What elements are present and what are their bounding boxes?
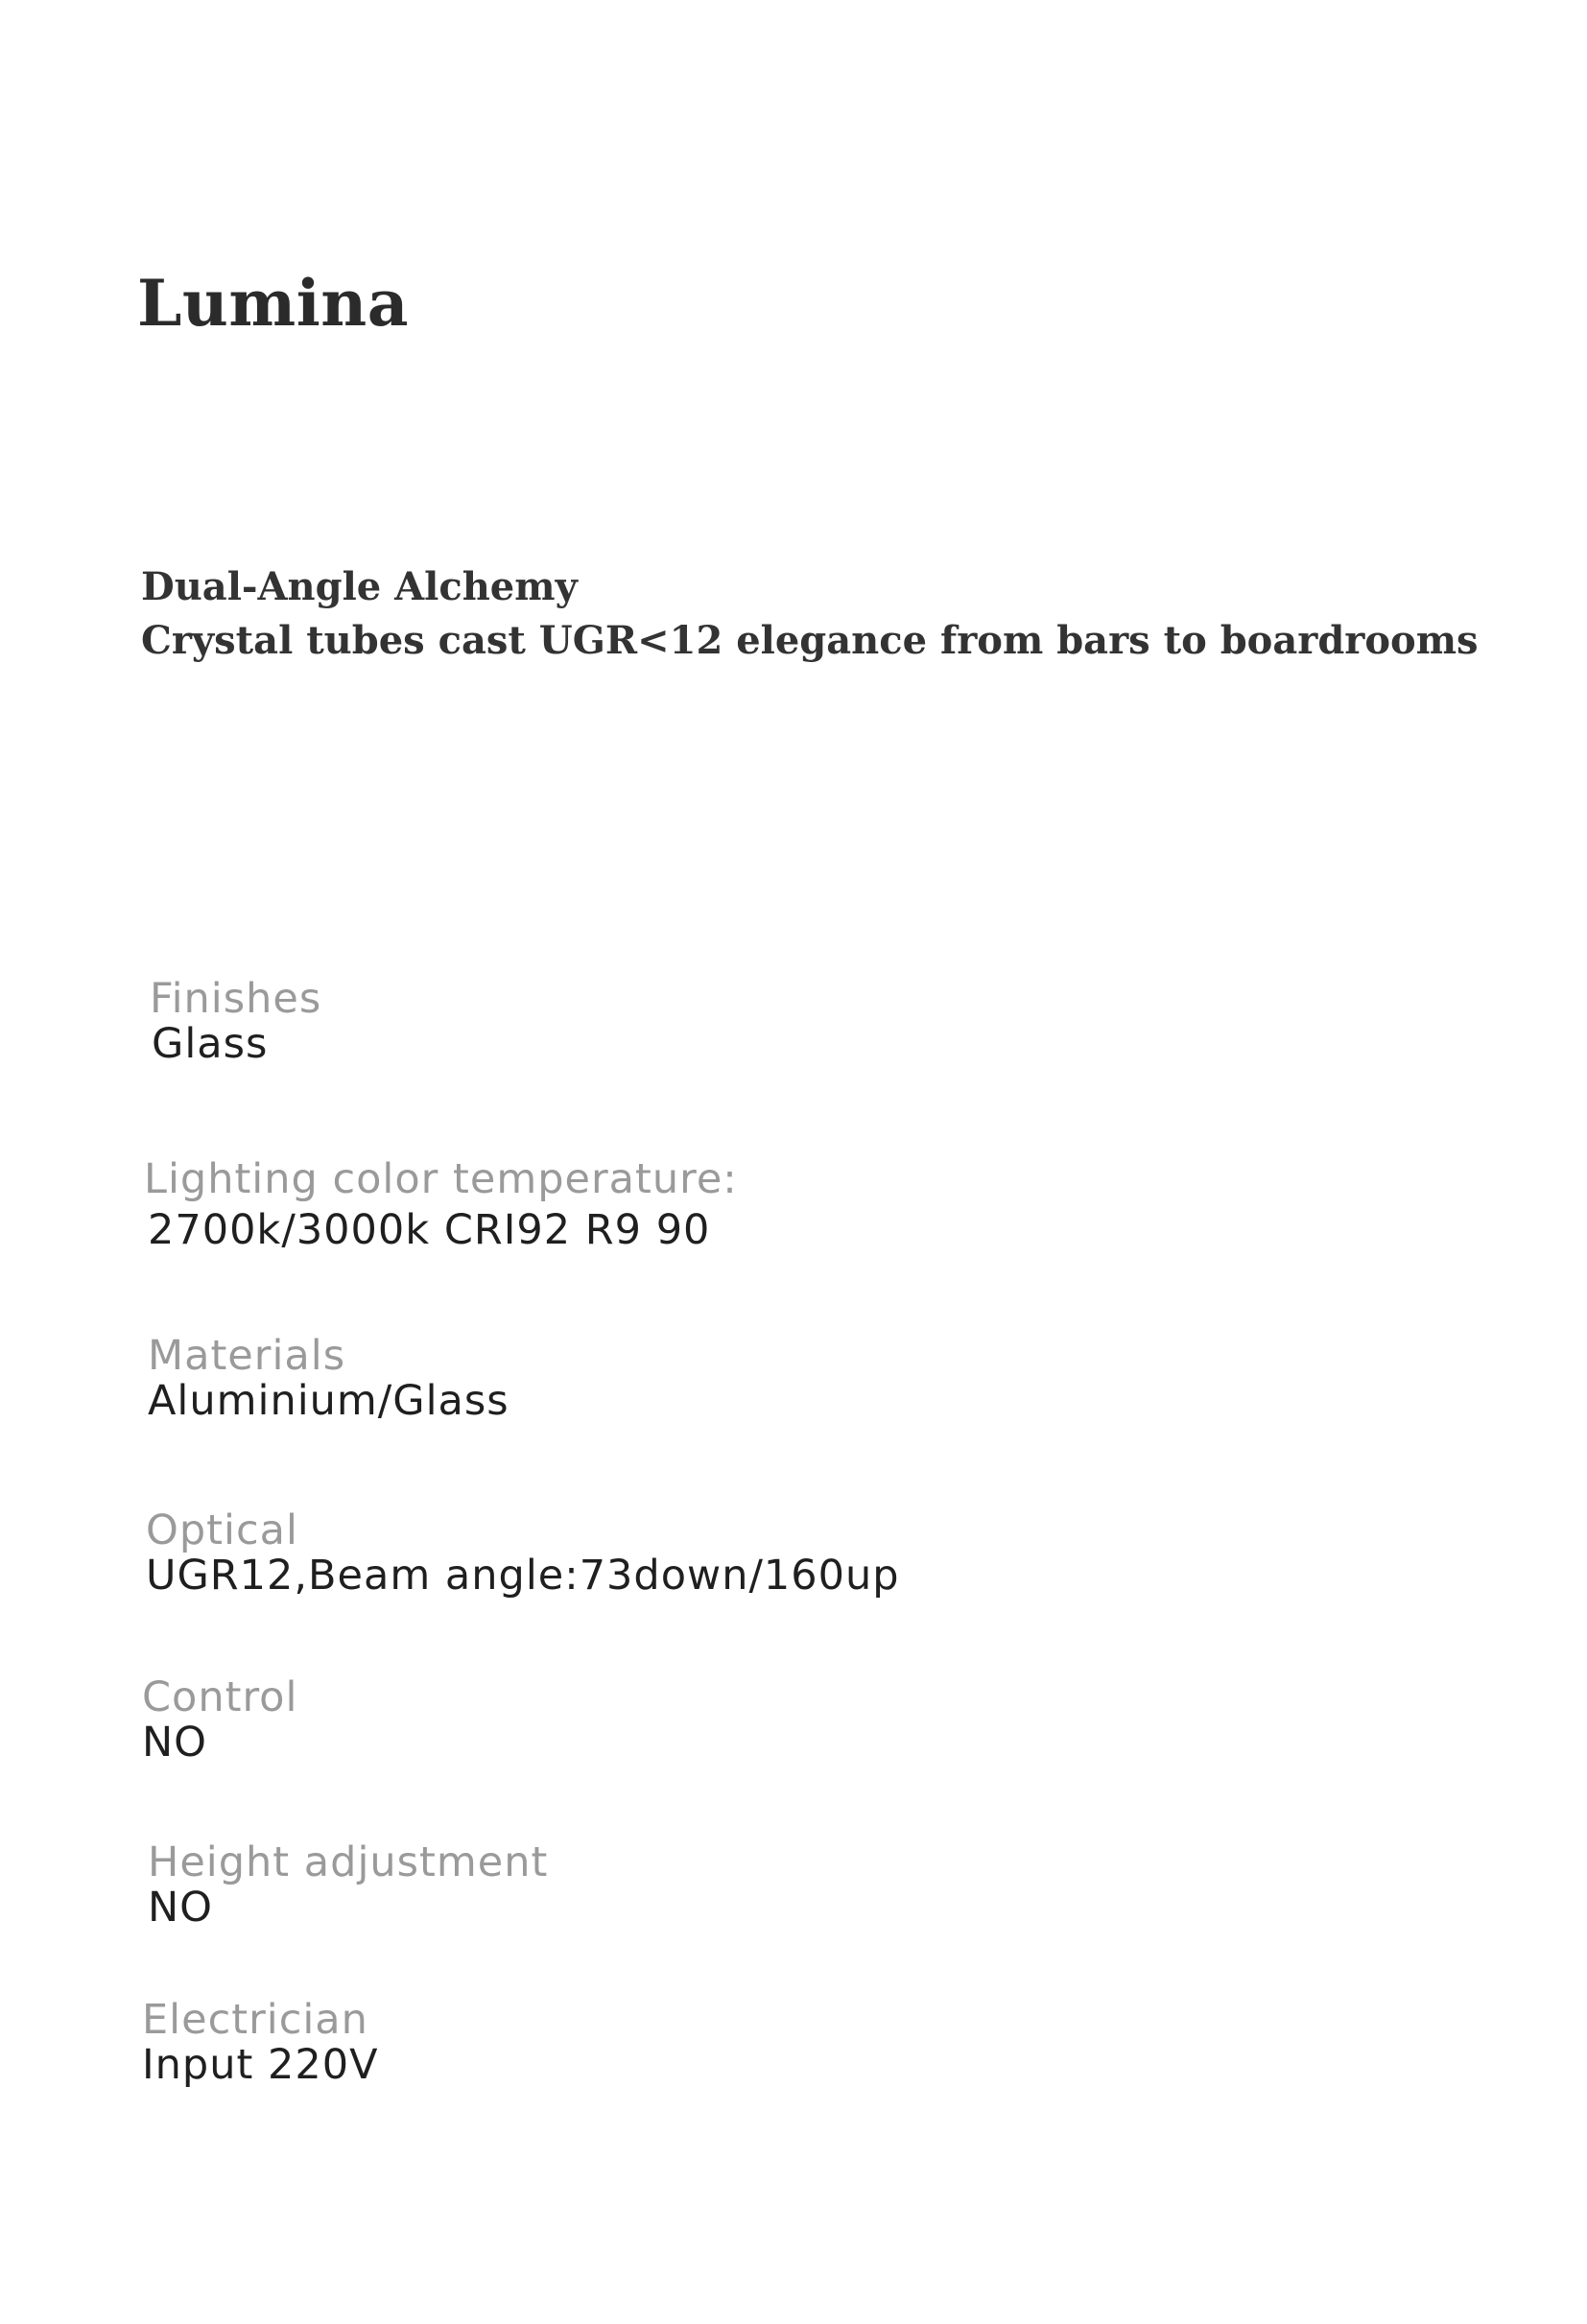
spec-label: Finishes (150, 975, 322, 1023)
spec-label: Materials (148, 1332, 346, 1380)
spec-height-adjustment (148, 1840, 548, 1932)
spec-label: Optical (146, 1506, 298, 1554)
spec-control (142, 1675, 297, 1767)
spec-value: 2700k/3000k CRI92 R9 90 (148, 1206, 711, 1255)
spec-label: Lighting color temperature: (144, 1155, 738, 1203)
spec-electrician (142, 1998, 379, 2089)
product-tagline (141, 560, 1479, 668)
spec-optical (146, 1508, 900, 1600)
spec-value: NO (142, 1719, 208, 1767)
spec-finishes (150, 977, 321, 1068)
spec-value: Glass (152, 1020, 269, 1069)
spec-value: UGR12,Beam angle:73down/160up (146, 1552, 900, 1601)
spec-value: NO (148, 1884, 214, 1933)
spec-materials (148, 1334, 509, 1425)
spec-value: Aluminium/Glass (148, 1377, 509, 1426)
product-title: Lumina (137, 266, 410, 341)
spec-label: Height adjustment (148, 1838, 549, 1886)
spec-label: Electrician (142, 1996, 368, 2044)
tagline-line-1: Dual-Angle Alchemy (141, 564, 578, 609)
tagline-line-2: Crystal tubes cast UGR<12 elegance from bars to boardrooms (141, 618, 1479, 663)
spec-color-temperature (144, 1157, 738, 1254)
spec-value: Input 220V (142, 2041, 379, 2090)
spec-label: Control (142, 1673, 298, 1721)
